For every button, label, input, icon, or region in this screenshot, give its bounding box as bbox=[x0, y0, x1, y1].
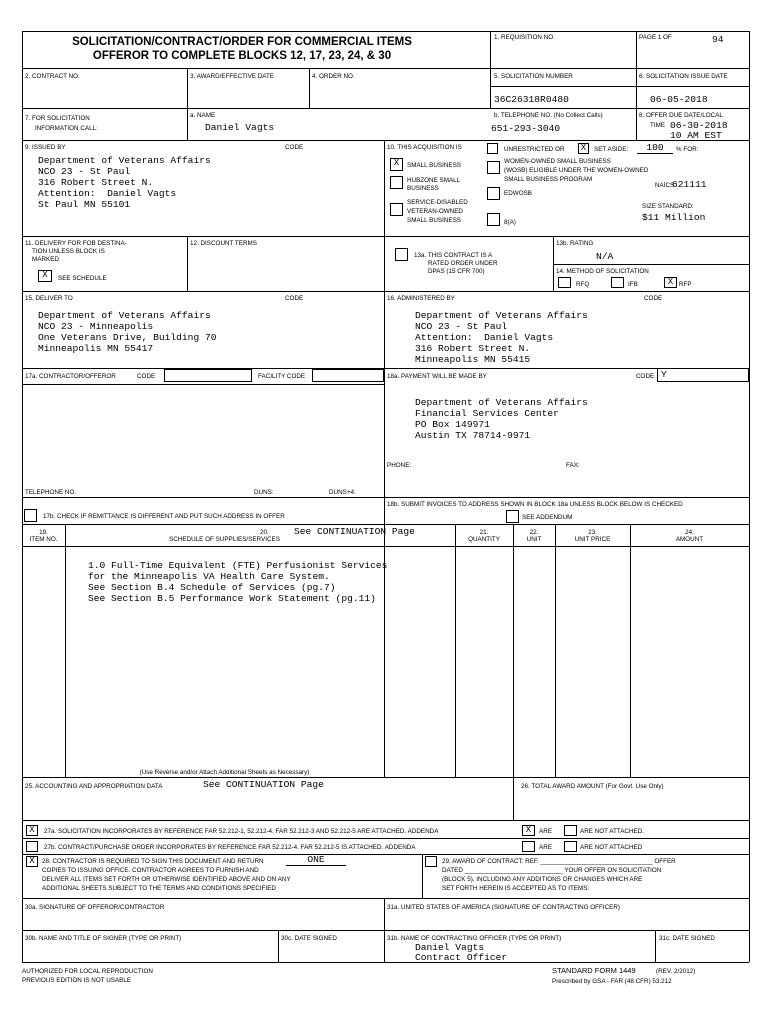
b13a-label: 13a. THIS CONTRACT IS A bbox=[414, 252, 493, 259]
remittance-checkbox[interactable] bbox=[24, 509, 37, 522]
dpas-checkbox[interactable] bbox=[395, 248, 408, 261]
form-title-line2: OFFEROR TO COMPLETE BLOCKS 12, 17, 23, 24, & 30 bbox=[92, 50, 392, 62]
contracting-officer-name: Daniel Vagts bbox=[415, 942, 485, 953]
setaside-label: SET ASIDE: bbox=[594, 146, 629, 153]
col23-header: UNIT PRICE bbox=[574, 536, 611, 543]
payment-code-field[interactable]: Y bbox=[657, 368, 749, 382]
col23-num: 23. bbox=[588, 529, 597, 536]
b27a-checkbox[interactable]: X bbox=[26, 825, 38, 836]
issue-date: 06-05-2018 bbox=[650, 94, 708, 105]
b8-label: 8. OFFER DUE DATE/LOCAL bbox=[639, 112, 723, 119]
size-standard-label: SIZE STANDARD: bbox=[642, 203, 694, 210]
b7b-label: b. TELEPHONE NO. (No Collect Calls) bbox=[494, 112, 603, 119]
footer-prescribed: Prescribed by GSA - FAR (48 CFR) 53.212 bbox=[552, 978, 672, 985]
b4-label: 4. ORDER NO. bbox=[312, 73, 355, 80]
small-business-label: SMALL BUSINESS bbox=[407, 162, 462, 169]
b7-label-2: INFORMATION CALL: bbox=[35, 125, 98, 132]
b25-label: 25. ACCOUNTING AND APPROPRIATION DATA bbox=[25, 783, 163, 790]
fax-label: FAX: bbox=[566, 462, 580, 469]
b8-time-label: TIME bbox=[650, 122, 666, 129]
address-line: NCO 23 - St Paul bbox=[38, 166, 131, 177]
unrestricted-checkbox[interactable] bbox=[487, 143, 498, 154]
b1-label: 1. REQUISITION NO. bbox=[494, 34, 555, 41]
b9-code-label: CODE bbox=[285, 144, 304, 151]
b28-line4: ADDITIONAL SHEETS SUBJECT TO THE TERMS AND CONDITIONS SPECIFIED bbox=[42, 885, 276, 892]
small-business-checkbox[interactable]: X bbox=[390, 158, 403, 171]
sdvosb-label-2: VETERAN-OWNED bbox=[407, 208, 463, 215]
b18a-code-label: CODE bbox=[636, 373, 655, 380]
telephone-label: TELEPHONE NO. bbox=[25, 489, 77, 496]
schedule-line: See Section B.4 Schedule of Services (pg.7) bbox=[88, 582, 336, 593]
b28-line2: COPIES TO ISSUING OFFICE. CONTRACTOR AGREES TO FURNISH AND bbox=[42, 867, 259, 874]
address-line: One Veterans Drive, Building 70 bbox=[38, 332, 217, 343]
contracting-officer-title: Contract Officer bbox=[415, 952, 508, 963]
address-line: Minneapolis MN 55415 bbox=[415, 354, 531, 365]
administered-by-address bbox=[415, 310, 588, 365]
see-schedule-label: SEE SCHEDULE bbox=[58, 275, 107, 282]
offer-due-time: 10 AM EST bbox=[670, 130, 722, 141]
address-line: NCO 23 - St Paul bbox=[415, 321, 508, 332]
facility-code-label: FACILITY CODE bbox=[258, 373, 306, 380]
b27b-are-checkbox[interactable] bbox=[522, 841, 535, 852]
rfp-label: RFP bbox=[679, 281, 692, 288]
eight-a-checkbox[interactable] bbox=[487, 213, 500, 226]
b12-label: 12. DISCOUNT TERMS bbox=[190, 240, 257, 247]
address-line: St Paul MN 55101 bbox=[38, 199, 131, 210]
address-line: Department of Veterans Affairs bbox=[38, 155, 211, 166]
b17b-label: 17b. CHECK IF REMITTANCE IS DIFFERENT AND PUT SUCH ADDRESS IN OFFER bbox=[43, 513, 285, 520]
hubzone-label-2: BUSINESS bbox=[407, 185, 439, 192]
hubzone-checkbox[interactable] bbox=[390, 176, 403, 189]
schedule-line: See Section B.5 Performance Work Statement (pg.11) bbox=[88, 593, 376, 604]
facility-code-field[interactable] bbox=[312, 369, 384, 382]
wosb-label-2: (WOSB) ELIGIBLE UNDER THE WOMEN-OWNED bbox=[504, 167, 649, 174]
b28-line1: 28. CONTRACTOR IS REQUIRED TO SIGN THIS DOCUMENT AND RETURN bbox=[42, 858, 264, 865]
b29-line3: (BLOCK 5), INCLUDING ANY ADDITIONS OR CHANGES WHICH ARE bbox=[442, 876, 643, 883]
b31c-label: 31c. DATE SIGNED bbox=[659, 935, 715, 942]
naics-label: NAICS: bbox=[655, 182, 676, 189]
b17a-code-label: CODE bbox=[137, 373, 156, 380]
b6-label: 6. SOLICITATION ISSUE DATE bbox=[639, 73, 728, 80]
form-title-line1: SOLICITATION/CONTRACT/ORDER FOR COMMERCIAL ITEMS bbox=[72, 36, 412, 48]
accounting-data: See CONTINUATION Page bbox=[203, 779, 324, 790]
rfp-checkbox[interactable]: X bbox=[664, 277, 677, 288]
page-total: 94 bbox=[712, 34, 724, 45]
col21-num: 21. bbox=[479, 529, 489, 536]
wosb-checkbox[interactable] bbox=[487, 161, 500, 174]
payment-address bbox=[415, 397, 588, 441]
b14-label: 14. METHOD OF SOLICITATION bbox=[556, 268, 649, 275]
col24-num: 24. bbox=[685, 529, 694, 536]
col20-continuation: See CONTINUATION Page bbox=[294, 526, 415, 537]
col20-header: SCHEDULE OF SUPPLIES/SERVICES bbox=[169, 536, 280, 543]
deliver-to-address bbox=[38, 310, 216, 354]
solicitation-number: 36C26318R0480 bbox=[494, 94, 569, 105]
b28-checkbox[interactable]: X bbox=[26, 856, 38, 867]
phone-label: PHONE: bbox=[387, 462, 412, 469]
rating-value: N/A bbox=[596, 251, 614, 262]
unrestricted-label: UNRESTRICTED OR bbox=[504, 146, 565, 153]
b27a-are-label: ARE bbox=[539, 828, 552, 835]
address-line: PO Box 149971 bbox=[415, 419, 490, 430]
rfq-label: RFQ bbox=[576, 281, 590, 288]
b2-label: 2. CONTRACT NO. bbox=[25, 73, 80, 80]
address-line: Department of Veterans Affairs bbox=[415, 397, 588, 408]
hubzone-label: HUBZONE SMALL bbox=[407, 177, 461, 184]
schedule-line: 1.0 Full-Time Equivalent (FTE) Perfusionist Services bbox=[88, 560, 388, 571]
b29-line4: SET FORTH HEREIN IS ACCEPTED AS TO ITEMS: bbox=[442, 885, 590, 892]
addendum-checkbox[interactable] bbox=[506, 510, 519, 523]
b13b-label: 13b. RATING bbox=[556, 240, 594, 247]
duns-label: DUNS: bbox=[254, 489, 274, 496]
col22-num: 22. bbox=[529, 529, 539, 536]
b26-label: 26. TOTAL AWARD AMOUNT (For Govt. Use Only) bbox=[521, 783, 664, 790]
offer-due-date: 06-30-2018 bbox=[670, 120, 728, 131]
b27b-text: 27b. CONTRACT/PURCHASE ORDER INCORPORATES BY REFERENCE FAR 52.212-4. FAR 52.212-5 IS ATTACHED. ADDENDA bbox=[44, 844, 416, 851]
address-line: Attention: Daniel Vagts bbox=[38, 188, 177, 199]
b18b-label: 18b. SUBMIT INVOICES TO ADDRESS SHOWN IN BLOCK 18a UNLESS BLOCK BELOW IS CHECKED bbox=[387, 501, 683, 508]
b10-label: 10. THIS ACQUISITION IS bbox=[387, 144, 462, 151]
footer-authorized: AUTHORIZED FOR LOCAL REPRODUCTION bbox=[22, 968, 153, 975]
duns4-label: DUNS+4: bbox=[329, 489, 356, 496]
schedule-line: for the Minneapolis VA Health Care System. bbox=[88, 571, 330, 582]
contractor-code-field[interactable] bbox=[164, 369, 252, 382]
b3-label: 3. AWARD/EFFECTIVE DATE bbox=[190, 73, 275, 80]
b11-label: 11. DELIVERY FOR FOB DESTINA- bbox=[25, 240, 127, 247]
col19-num: 19. bbox=[39, 529, 48, 536]
edwosb-checkbox[interactable] bbox=[487, 187, 500, 200]
setaside-percent: 100 bbox=[637, 142, 673, 154]
fob-checkbox[interactable]: X bbox=[38, 270, 52, 282]
b27b-are-label: ARE bbox=[539, 844, 552, 851]
b7a-label: a. NAME bbox=[190, 112, 216, 119]
b27a-are-checkbox[interactable]: X bbox=[522, 825, 535, 836]
eight-a-label: 8(A) bbox=[504, 219, 516, 226]
b31b-label: 31b. NAME OF CONTRACTING OFFICER (TYPE OR PRINT) bbox=[387, 935, 562, 942]
b28-line3: DELIVER ALL ITEMS SET FORTH OR OTHERWISE IDENTIFIED ABOVE AND ON ANY bbox=[42, 876, 291, 883]
wosb-label-3: SMALL BUSINESS PROGRAM bbox=[504, 176, 593, 183]
footer-revision: (REV. 2/2012) bbox=[656, 968, 696, 975]
address-line: 316 Robert Street N. bbox=[415, 343, 531, 354]
b13a-label-3: DPAS (15 CFR 700) bbox=[428, 268, 485, 275]
address-line: 316 Robert Street N. bbox=[38, 177, 154, 188]
ifb-checkbox[interactable] bbox=[611, 277, 624, 288]
setaside-checkbox[interactable]: X bbox=[578, 143, 589, 154]
b27a-not-attached-checkbox[interactable] bbox=[564, 825, 577, 836]
sdvosb-checkbox[interactable] bbox=[390, 203, 403, 216]
contact-phone: 651-293-3040 bbox=[491, 123, 561, 134]
size-standard-value: $11 Million bbox=[642, 212, 706, 223]
b17a-label: 17a. CONTRACTOR/OFFEROR bbox=[25, 373, 116, 380]
b27b-not-attached-label: ARE NOT ATTACHED bbox=[580, 844, 643, 851]
b29-line1: 29. AWARD OF CONTRACT: REF. ________________________________ OFFER bbox=[442, 858, 676, 865]
b27a-not-attached-label: ARE NOT ATTACHED. bbox=[580, 828, 645, 835]
footer-previous-edition: PREVIOUS EDITION IS NOT USABLE bbox=[22, 977, 132, 984]
b27b-not-attached-checkbox[interactable] bbox=[564, 841, 577, 852]
col19-header: ITEM NO. bbox=[29, 536, 58, 543]
b27a-text: 27a. SOLICITATION INCORPORATES BY REFERENCE FAR 52.212-1, 52.212-4. FAR 52.212-3 AND 52.212-5 ARE ATTACHED. ADDENDA bbox=[44, 828, 439, 835]
b9-label: 9. ISSUED BY bbox=[25, 144, 66, 151]
sdvosb-label: SERVICE-DISABLED bbox=[407, 199, 468, 206]
b29-checkbox[interactable] bbox=[425, 856, 437, 867]
b11-label-3: MARKED bbox=[32, 256, 59, 263]
address-line: Financial Services Center bbox=[415, 408, 559, 419]
b15-code-label: CODE bbox=[285, 295, 304, 302]
col21-header: QUANTITY bbox=[468, 536, 500, 543]
copies-count: ONE bbox=[286, 854, 346, 866]
b27b-checkbox[interactable] bbox=[26, 841, 38, 852]
b13a-label-2: RATED ORDER UNDER bbox=[428, 260, 498, 267]
percent-for-label: % FOR: bbox=[676, 146, 699, 153]
address-line: Minneapolis MN 55417 bbox=[38, 343, 154, 354]
address-line: NCO 23 - Minneapolis bbox=[38, 321, 154, 332]
address-line: Department of Veterans Affairs bbox=[38, 310, 211, 321]
wosb-label: WOMEN-OWNED SMALL BUSINESS bbox=[504, 158, 611, 165]
address-line: Austin TX 78714-9971 bbox=[415, 430, 531, 441]
col24-header: AMOUNT bbox=[675, 536, 704, 543]
col22-header: UNIT bbox=[526, 536, 542, 543]
b16-label: 16. ADMINISTERED BY bbox=[387, 295, 455, 302]
sdvosb-label-3: SMALL BUSINESS bbox=[407, 217, 462, 224]
ifb-label: IFB bbox=[628, 281, 638, 288]
reverse-note: (Use Reverse and/or Attach Additional Sheets as Necessary) bbox=[139, 769, 310, 776]
b31a-label: 31a. UNITED STATES OF AMERICA (SIGNATURE OF CONTRACTING OFFICER) bbox=[387, 904, 621, 911]
schedule-description bbox=[88, 560, 387, 604]
b30c-label: 30c. DATE SIGNED bbox=[281, 935, 337, 942]
contact-name: Daniel Vagts bbox=[205, 122, 275, 133]
b16-code-label: CODE bbox=[644, 295, 663, 302]
b30b-label: 30b. NAME AND TITLE OF SIGNER (TYPE OR PRINT) bbox=[25, 935, 182, 942]
rfq-checkbox[interactable] bbox=[558, 277, 571, 288]
b18a-label: 18a. PAYMENT WILL BE MADE BY bbox=[387, 373, 487, 380]
b11-label-2: TION UNLESS BLOCK IS bbox=[32, 248, 105, 255]
edwosb-label: EDWOSB bbox=[504, 190, 532, 197]
col20-num: 20. bbox=[260, 529, 269, 536]
b7-label: 7. FOR SOLICITATION bbox=[25, 115, 90, 122]
b29-line2: DATED ____________________________ YOUR OFFER ON SOLICITATION bbox=[442, 867, 662, 874]
page-label: PAGE 1 OF bbox=[639, 34, 672, 41]
address-line: Department of Veterans Affairs bbox=[415, 310, 588, 321]
address-line: Attention: Daniel Vagts bbox=[415, 332, 554, 343]
naics-code: 621111 bbox=[672, 179, 707, 190]
b30a-label: 30a. SIGNATURE OF OFFEROR/CONTRACTOR bbox=[25, 904, 165, 911]
footer-form-number: STANDARD FORM 1449 bbox=[552, 966, 636, 975]
b5-label: 5. SOLICITATION NUMBER bbox=[494, 73, 573, 80]
issued-by-address bbox=[38, 155, 211, 210]
addendum-label: SEE ADDENDUM bbox=[522, 514, 573, 521]
b15-label: 15. DELIVER TO bbox=[25, 295, 73, 302]
